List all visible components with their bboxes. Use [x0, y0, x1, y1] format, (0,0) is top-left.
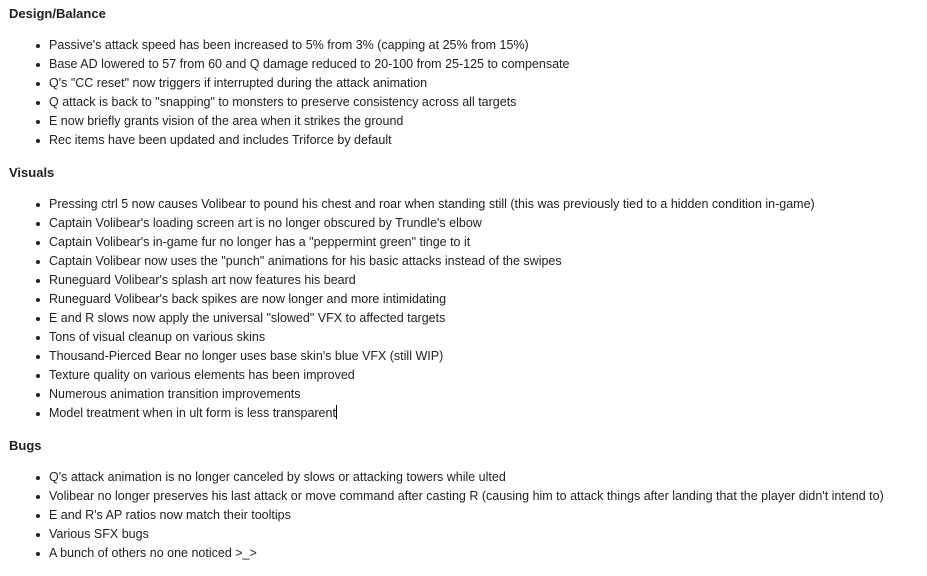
list-item: Runeguard Volibear's splash art now features his beard	[0, 271, 815, 290]
list-item: Captain Volibear's in-game fur no longer has a "peppermint green" tinge to it	[0, 233, 815, 252]
text-cursor	[336, 405, 337, 419]
list-item: E and R's AP ratios now match their tooltips	[0, 506, 884, 525]
section-heading-design-balance: Design/Balance	[9, 6, 106, 21]
list-item: Texture quality on various elements has been improved	[0, 366, 815, 385]
list-item: Base AD lowered to 57 from 60 and Q damage reduced to 20-100 from 25-125 to compensate	[0, 55, 569, 74]
list-item: Numerous animation transition improvements	[0, 385, 815, 404]
visuals-list	[0, 195, 815, 423]
list-item-with-cursor[interactable]	[0, 404, 815, 423]
bugs-list	[0, 468, 884, 563]
design-balance-list	[0, 36, 569, 150]
list-item: Q attack is back to "snapping" to monsters to preserve consistency across all targets	[0, 93, 569, 112]
list-item: Volibear no longer preserves his last attack or move command after casting R (causing him to attack things after landing that the player didn't intend to)	[0, 487, 884, 506]
list-item: Runeguard Volibear's back spikes are now longer and more intimidating	[0, 290, 815, 309]
section-heading-bugs: Bugs	[9, 438, 42, 453]
section-heading-visuals: Visuals	[9, 165, 55, 180]
list-item: Rec items have been updated and includes Triforce by default	[0, 131, 569, 150]
list-item: Captain Volibear now uses the "punch" animations for his basic attacks instead of the swipes	[0, 252, 815, 271]
list-item: E and R slows now apply the universal "slowed" VFX to affected targets	[0, 309, 815, 328]
list-item: E now briefly grants vision of the area when it strikes the ground	[0, 112, 569, 131]
list-item: Passive's attack speed has been increased to 5% from 3% (capping at 25% from 15%)	[0, 36, 569, 55]
list-item-text: Model treatment when in ult form is less transparent	[49, 406, 336, 420]
list-item: Q's "CC reset" now triggers if interrupted during the attack animation	[0, 74, 569, 93]
list-item: Q's attack animation is no longer canceled by slows or attacking towers while ulted	[0, 468, 884, 487]
list-item: Pressing ctrl 5 now causes Volibear to pound his chest and roar when standing still (this was previously tied to a hidden condition in-game)	[0, 195, 815, 214]
list-item: Captain Volibear's loading screen art is no longer obscured by Trundle's elbow	[0, 214, 815, 233]
list-item: A bunch of others no one noticed >_>	[0, 544, 884, 563]
list-item: Various SFX bugs	[0, 525, 884, 544]
list-item: Thousand-Pierced Bear no longer uses base skin's blue VFX (still WIP)	[0, 347, 815, 366]
list-item: Tons of visual cleanup on various skins	[0, 328, 815, 347]
